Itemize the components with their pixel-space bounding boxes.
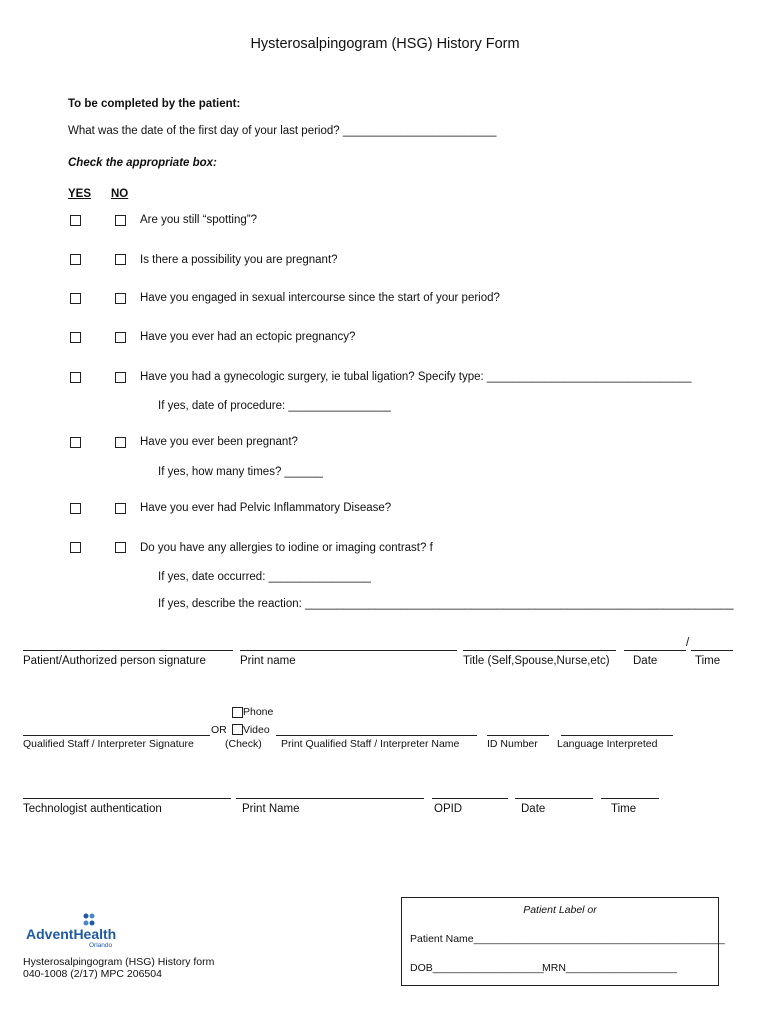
title-label: Title (Self,Spouse,Nurse,etc) (463, 655, 610, 667)
no-checkbox[interactable] (115, 542, 126, 553)
no-checkbox[interactable] (115, 254, 126, 265)
yes-checkbox[interactable] (70, 215, 81, 226)
question-intercourse: Have you engaged in sexual intercourse since the start of your period? (140, 292, 500, 304)
patient-label-box (401, 897, 725, 986)
language-line[interactable] (561, 735, 673, 736)
check-label: (Check) (225, 738, 262, 750)
video-label: Video (243, 724, 270, 736)
tech-date-line[interactable] (515, 798, 593, 799)
question-gyn-surgery: Have you had a gynecologic surgery, ie tubal ligation? Specify type: ________________________________ (140, 371, 692, 383)
qualified-signature-line[interactable] (23, 735, 210, 736)
yes-checkbox[interactable] (70, 332, 81, 343)
no-checkbox[interactable] (115, 332, 126, 343)
form-name-footer: Hysterosalpingogram (HSG) History form (23, 956, 215, 968)
date-label: Date (633, 655, 658, 667)
print-name-label: Print name (240, 655, 296, 667)
opid-label: OPID (434, 803, 463, 815)
id-number-label: ID Number (487, 738, 538, 750)
qualified-name-line[interactable] (276, 735, 477, 736)
allergy-date-followup: If yes, date occurred: ________________ (158, 571, 371, 583)
yes-checkbox[interactable] (70, 542, 81, 553)
opid-line[interactable] (432, 798, 508, 799)
no-column-header: NO (111, 188, 129, 200)
tech-time-label: Time (611, 803, 637, 815)
yes-checkbox[interactable] (70, 254, 81, 265)
yes-checkbox[interactable] (70, 437, 81, 448)
yes-column-header: YES (68, 188, 92, 200)
id-number-line[interactable] (487, 735, 549, 736)
no-checkbox[interactable] (115, 503, 126, 514)
surgery-date-followup: If yes, date of procedure: ________________ (158, 400, 391, 412)
date-line[interactable] (624, 650, 686, 651)
question-pid: Have you ever had Pelvic Inflammatory Disease? (140, 502, 392, 514)
no-checkbox[interactable] (115, 215, 126, 226)
allergy-reaction-followup: If yes, describe the reaction: ___________________________________________________________________ (158, 598, 734, 610)
technologist-label: Technologist authentication (23, 803, 162, 815)
pregnant-times-followup: If yes, how many times? ______ (158, 466, 323, 478)
date-time-slash: / (686, 637, 690, 649)
technologist-line[interactable] (23, 798, 231, 799)
dob-field[interactable]: DOB___________________ (410, 962, 544, 974)
question-allergies: Do you have any allergies to iodine or imaging contrast? f (140, 542, 433, 554)
tech-print-name-line[interactable] (236, 798, 424, 799)
tech-print-name-label: Print Name (242, 803, 300, 815)
no-checkbox[interactable] (115, 293, 126, 304)
tech-date-label: Date (521, 803, 546, 815)
adventhealth-logo-subtitle: Orlando (89, 942, 113, 949)
question-pregnant-possibility: Is there a possibility you are pregnant? (140, 254, 338, 266)
mrn-field[interactable]: MRN___________________ (542, 962, 677, 974)
yes-checkbox[interactable] (70, 293, 81, 304)
title-line[interactable] (463, 650, 616, 651)
completed-by-heading: To be completed by the patient: (68, 98, 241, 110)
check-box-instruction: Check the appropriate box: (68, 157, 217, 169)
yes-checkbox[interactable] (70, 503, 81, 514)
phone-label: Phone (243, 706, 274, 718)
yes-checkbox[interactable] (70, 372, 81, 383)
question-spotting: Are you still “spotting”? (140, 214, 257, 226)
last-period-question: What was the date of the first day of your last period? ________________________ (68, 125, 497, 137)
qualified-signature-label: Qualified Staff / Interpreter Signature (23, 738, 194, 750)
question-ever-pregnant: Have you ever been pregnant? (140, 436, 298, 448)
time-line[interactable] (691, 650, 733, 651)
patient-name-field[interactable]: Patient Name___________________________________________ (410, 933, 725, 945)
patient-signature-label: Patient/Authorized person signature (23, 655, 206, 667)
time-label: Time (695, 655, 721, 667)
question-ectopic: Have you ever had an ectopic pregnancy? (140, 331, 356, 343)
no-checkbox[interactable] (115, 372, 126, 383)
label-box-title: Patient Label or (523, 904, 597, 916)
language-label: Language Interpreted (557, 738, 658, 750)
qualified-name-label: Print Qualified Staff / Interpreter Name (281, 738, 460, 750)
adventhealth-logo-icon (81, 913, 97, 927)
no-checkbox[interactable] (115, 437, 126, 448)
tech-time-line[interactable] (601, 798, 659, 799)
phone-checkbox[interactable] (232, 707, 243, 718)
print-name-line[interactable] (240, 650, 457, 651)
video-checkbox[interactable] (232, 724, 243, 735)
adventhealth-logo: AdventHealth (26, 926, 117, 942)
form-code-footer: 040-1008 (2/17) MPC 206504 (23, 968, 162, 980)
form-title: Hysterosalpingogram (HSG) History Form (250, 36, 520, 52)
patient-signature-line[interactable] (23, 650, 233, 651)
or-label: OR (211, 724, 227, 736)
